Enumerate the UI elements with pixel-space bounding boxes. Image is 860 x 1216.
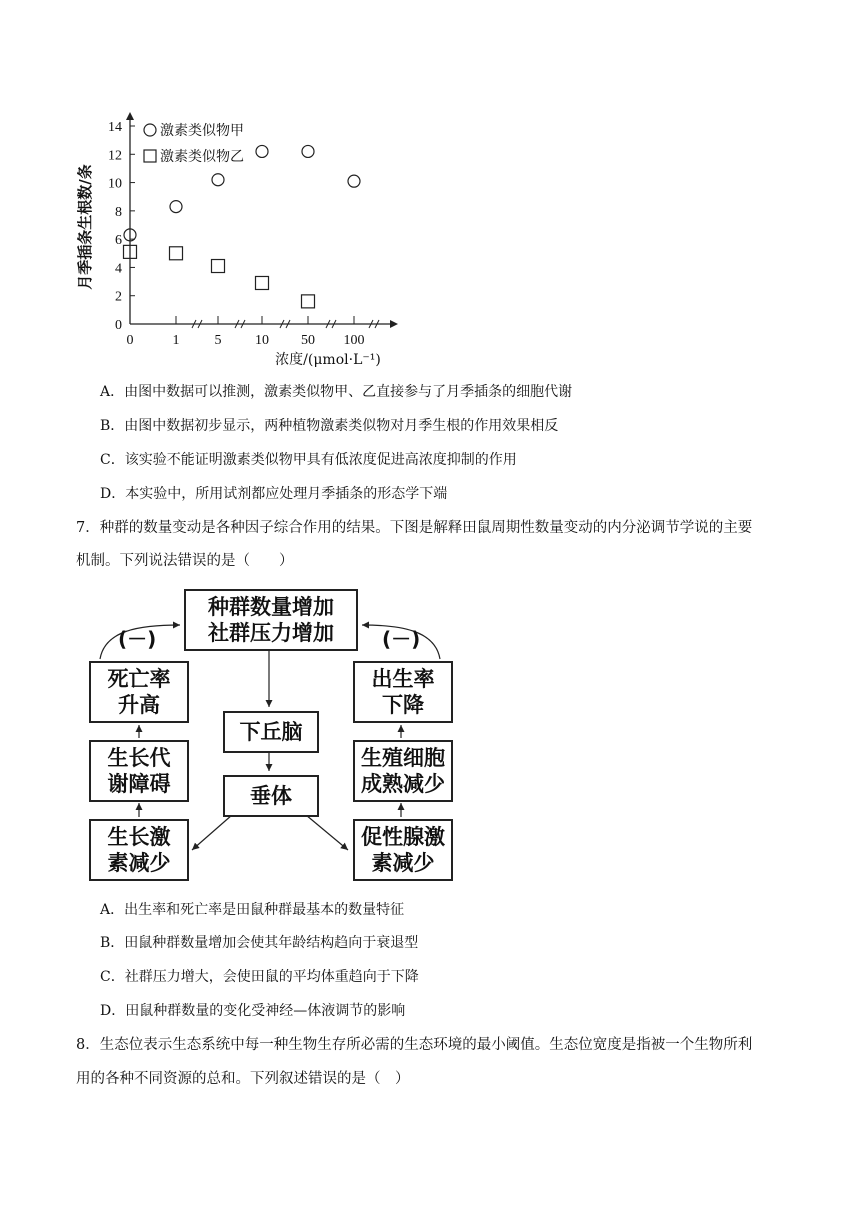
box-gh-line2: 素减少 [107,851,171,875]
q7-option-b: B．田鼠种群数量增加会使其年龄结构趋向于衰退型 [100,935,419,951]
data-point-2 [170,247,183,260]
data-point-1 [212,174,224,186]
box-gh-line1: 生长激 [107,825,171,849]
box-growth-metabolism [89,740,189,802]
data-point-2 [302,295,315,308]
y-tick-label: 0 [115,318,122,333]
endocrine-diagram [80,585,470,885]
x-axis-arrow [390,320,398,328]
box-hypothalamus [223,711,319,753]
box-hypothalamus-label: 下丘脑 [239,720,303,744]
box-population-line1: 种群数量增加 [208,595,334,619]
data-point-1 [256,145,268,157]
q6-option-d: D．本实验中，所用试剂都应处理月季插条的形态学下端 [100,486,448,502]
negative-feedback-right: (－) [382,627,421,651]
x-tick-label: 1 [172,333,180,348]
box-death-rate [89,661,189,723]
q7-option-a: A．出生率和死亡率是田鼠种群最基本的数量特征 [100,902,405,918]
q7-option-c: C．社群压力增大，会使田鼠的平均体重趋向于下降 [100,969,419,985]
negative-feedback-left: (－) [118,627,157,651]
box-gonado-line2: 素减少 [371,851,435,875]
box-pituitary [223,775,319,817]
box-gonadotropin [353,819,453,881]
x-tick-label: 0 [126,333,134,348]
y-tick-label: 10 [108,176,122,192]
y-tick-label: 12 [108,148,122,164]
y-tick-label: 4 [115,261,122,277]
box-germ-line1: 生殖细胞 [361,746,445,770]
legend-circle-marker [144,124,156,136]
data-point-1 [170,201,182,213]
data-point-1 [302,145,314,157]
legend-label-series2: 激素类似物乙 [160,149,244,165]
box-metab-line2: 谢障碍 [107,772,171,796]
q7-option-d: D．田鼠种群数量的变化受神经—体液调节的影响 [100,1003,406,1019]
x-tick-label: 5 [214,333,222,348]
data-point-2 [256,276,269,289]
box-population-pressure [184,589,358,651]
y-tick-label: 2 [115,289,122,305]
q6-option-c: C．该实验不能证明激素类似物甲具有低浓度促进高浓度抑制的作用 [100,452,517,468]
x-tick-label: 50 [301,333,315,348]
arrow-pituitary-to-gonado [306,815,348,850]
box-birth-line2: 下降 [382,693,424,717]
y-tick-label: 14 [108,120,122,135]
box-death-line2: 升高 [118,693,160,717]
q7-stem-line2: 机制。下列说法错误的是（ ） [76,553,294,569]
q6-option-b: B．由图中数据初步显示，两种植物激素类似物对月季生根的作用效果相反 [100,418,559,434]
x-tick-label: 100 [343,333,365,348]
x-axis-label: 浓度/(μmol·L⁻¹) [275,352,381,368]
q8-stem-line2: 用的各种不同资源的总和。下列叙述错误的是（ ） [76,1071,410,1087]
q6-option-a: A．由图中数据可以推测，激素类似物甲、乙直接参与了月季插条的细胞代谢 [100,384,573,400]
box-growth-hormone [89,819,189,881]
box-germ-cell [353,740,453,802]
y-axis-arrow [126,112,134,120]
box-population-line2: 社群压力增加 [208,621,334,645]
y-tick-label: 8 [115,204,122,220]
box-birth-rate [353,661,453,723]
box-death-line1: 死亡率 [107,667,171,691]
x-tick-label: 10 [255,333,269,348]
scatter-chart [70,100,410,370]
chart-svg [70,100,410,370]
box-birth-line1: 出生率 [371,667,435,691]
q8-stem-line1: 8．生态位表示生态系统中每一种生物生存所必需的生态环境的最小阈值。生态位宽度是指被一个生物所利 [76,1037,753,1053]
data-point-1 [348,175,360,187]
y-axis-label: 月季插条生根数/条 [76,164,94,290]
q7-stem-line1: 7．种群的数量变动是各种因子综合作用的结果。下图是解释田鼠周期性数量变动的内分泌调节学说的主要 [76,520,753,536]
box-gonado-line1: 促性腺激 [361,825,445,849]
box-pituitary-label: 垂体 [250,784,292,808]
box-metab-line1: 生长代 [107,746,171,770]
y-tick-label: 6 [115,233,122,249]
legend-square-marker [144,150,156,162]
data-point-2 [212,260,225,273]
box-germ-line2: 成熟减少 [361,772,445,796]
legend-label-series1: 激素类似物甲 [160,123,244,139]
arrow-pituitary-to-gh [192,815,232,850]
